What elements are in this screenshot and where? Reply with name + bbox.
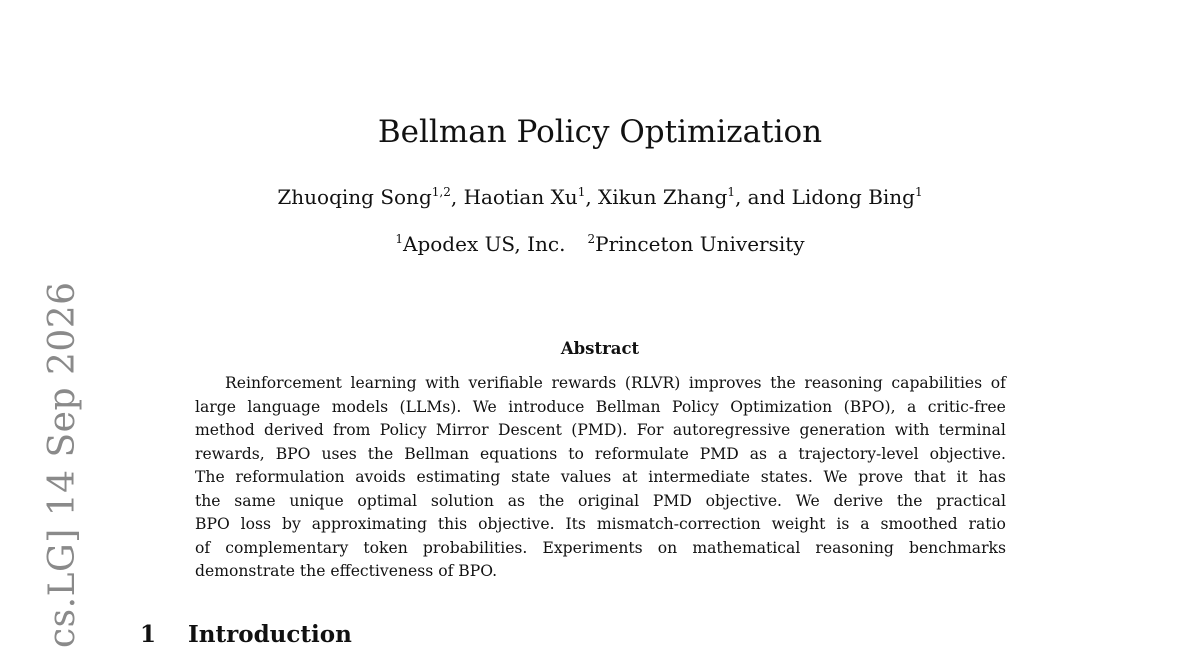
author-name: Lidong Bing [791,185,915,209]
abstract-heading: Abstract [560,339,640,358]
arxiv-side-stamp: cs.LG] 14 Sep 2026 [42,281,83,648]
affiliation-name: Apodex US, Inc. [403,232,566,256]
abstract-body [195,372,1006,584]
author-affiliation-mark: 1,2 [431,185,451,199]
abstract-line: the same unique optimal solution as the original PMD objective. We derive the practical [195,491,1006,510]
author-separator: , and [734,185,792,209]
section-title: Introduction [188,621,352,648]
section-heading-introduction [140,619,352,651]
abstract-line: Reinforcement learning with verifiable rewards (RLVR) improves the reasoning capabilities of [225,374,1006,392]
author-separator: , [450,185,464,209]
affiliation-list [0,230,1200,258]
author-affiliation-mark: 1 [577,185,586,199]
abstract-line: BPO loss by approximating this objective. Its mismatch-correction weight is a smoothed ratio [195,515,1006,533]
author-name: Xikun Zhang [598,185,728,209]
section-number: 1 [140,621,157,648]
affiliation-mark: 2 [587,232,596,246]
affiliation-mark: 1 [395,232,404,246]
author-name: Haotian Xu [463,185,578,209]
paper-title: Bellman Policy Optimization [377,114,823,150]
author-affiliation-mark: 1 [914,185,923,199]
abstract-line: demonstrate the effectiveness of BPO. [195,562,498,580]
author-affiliation-mark: 1 [727,185,735,199]
abstract-line: method derived from Policy Mirror Descent (PMD). For autoregressive generation with terminal [195,421,1006,439]
abstract-line: of complementary token probabilities. Experiments on mathematical reasoning benchmarks [195,538,1006,557]
abstract-line: The reformulation avoids estimating state values at intermediate states. We prove that it has [195,468,1006,486]
affiliation-name: Princeton University [595,232,805,256]
abstract-line: rewards, BPO uses the Bellman equations to reformulate PMD as a trajectory-level objective. [195,444,1006,463]
author-separator: , [585,185,599,209]
abstract-line: large language models (LLMs). We introduce Bellman Policy Optimization (BPO), a critic-free [195,397,1006,416]
author-list [0,183,1200,211]
author-name: Zhuoqing Song [277,185,432,209]
